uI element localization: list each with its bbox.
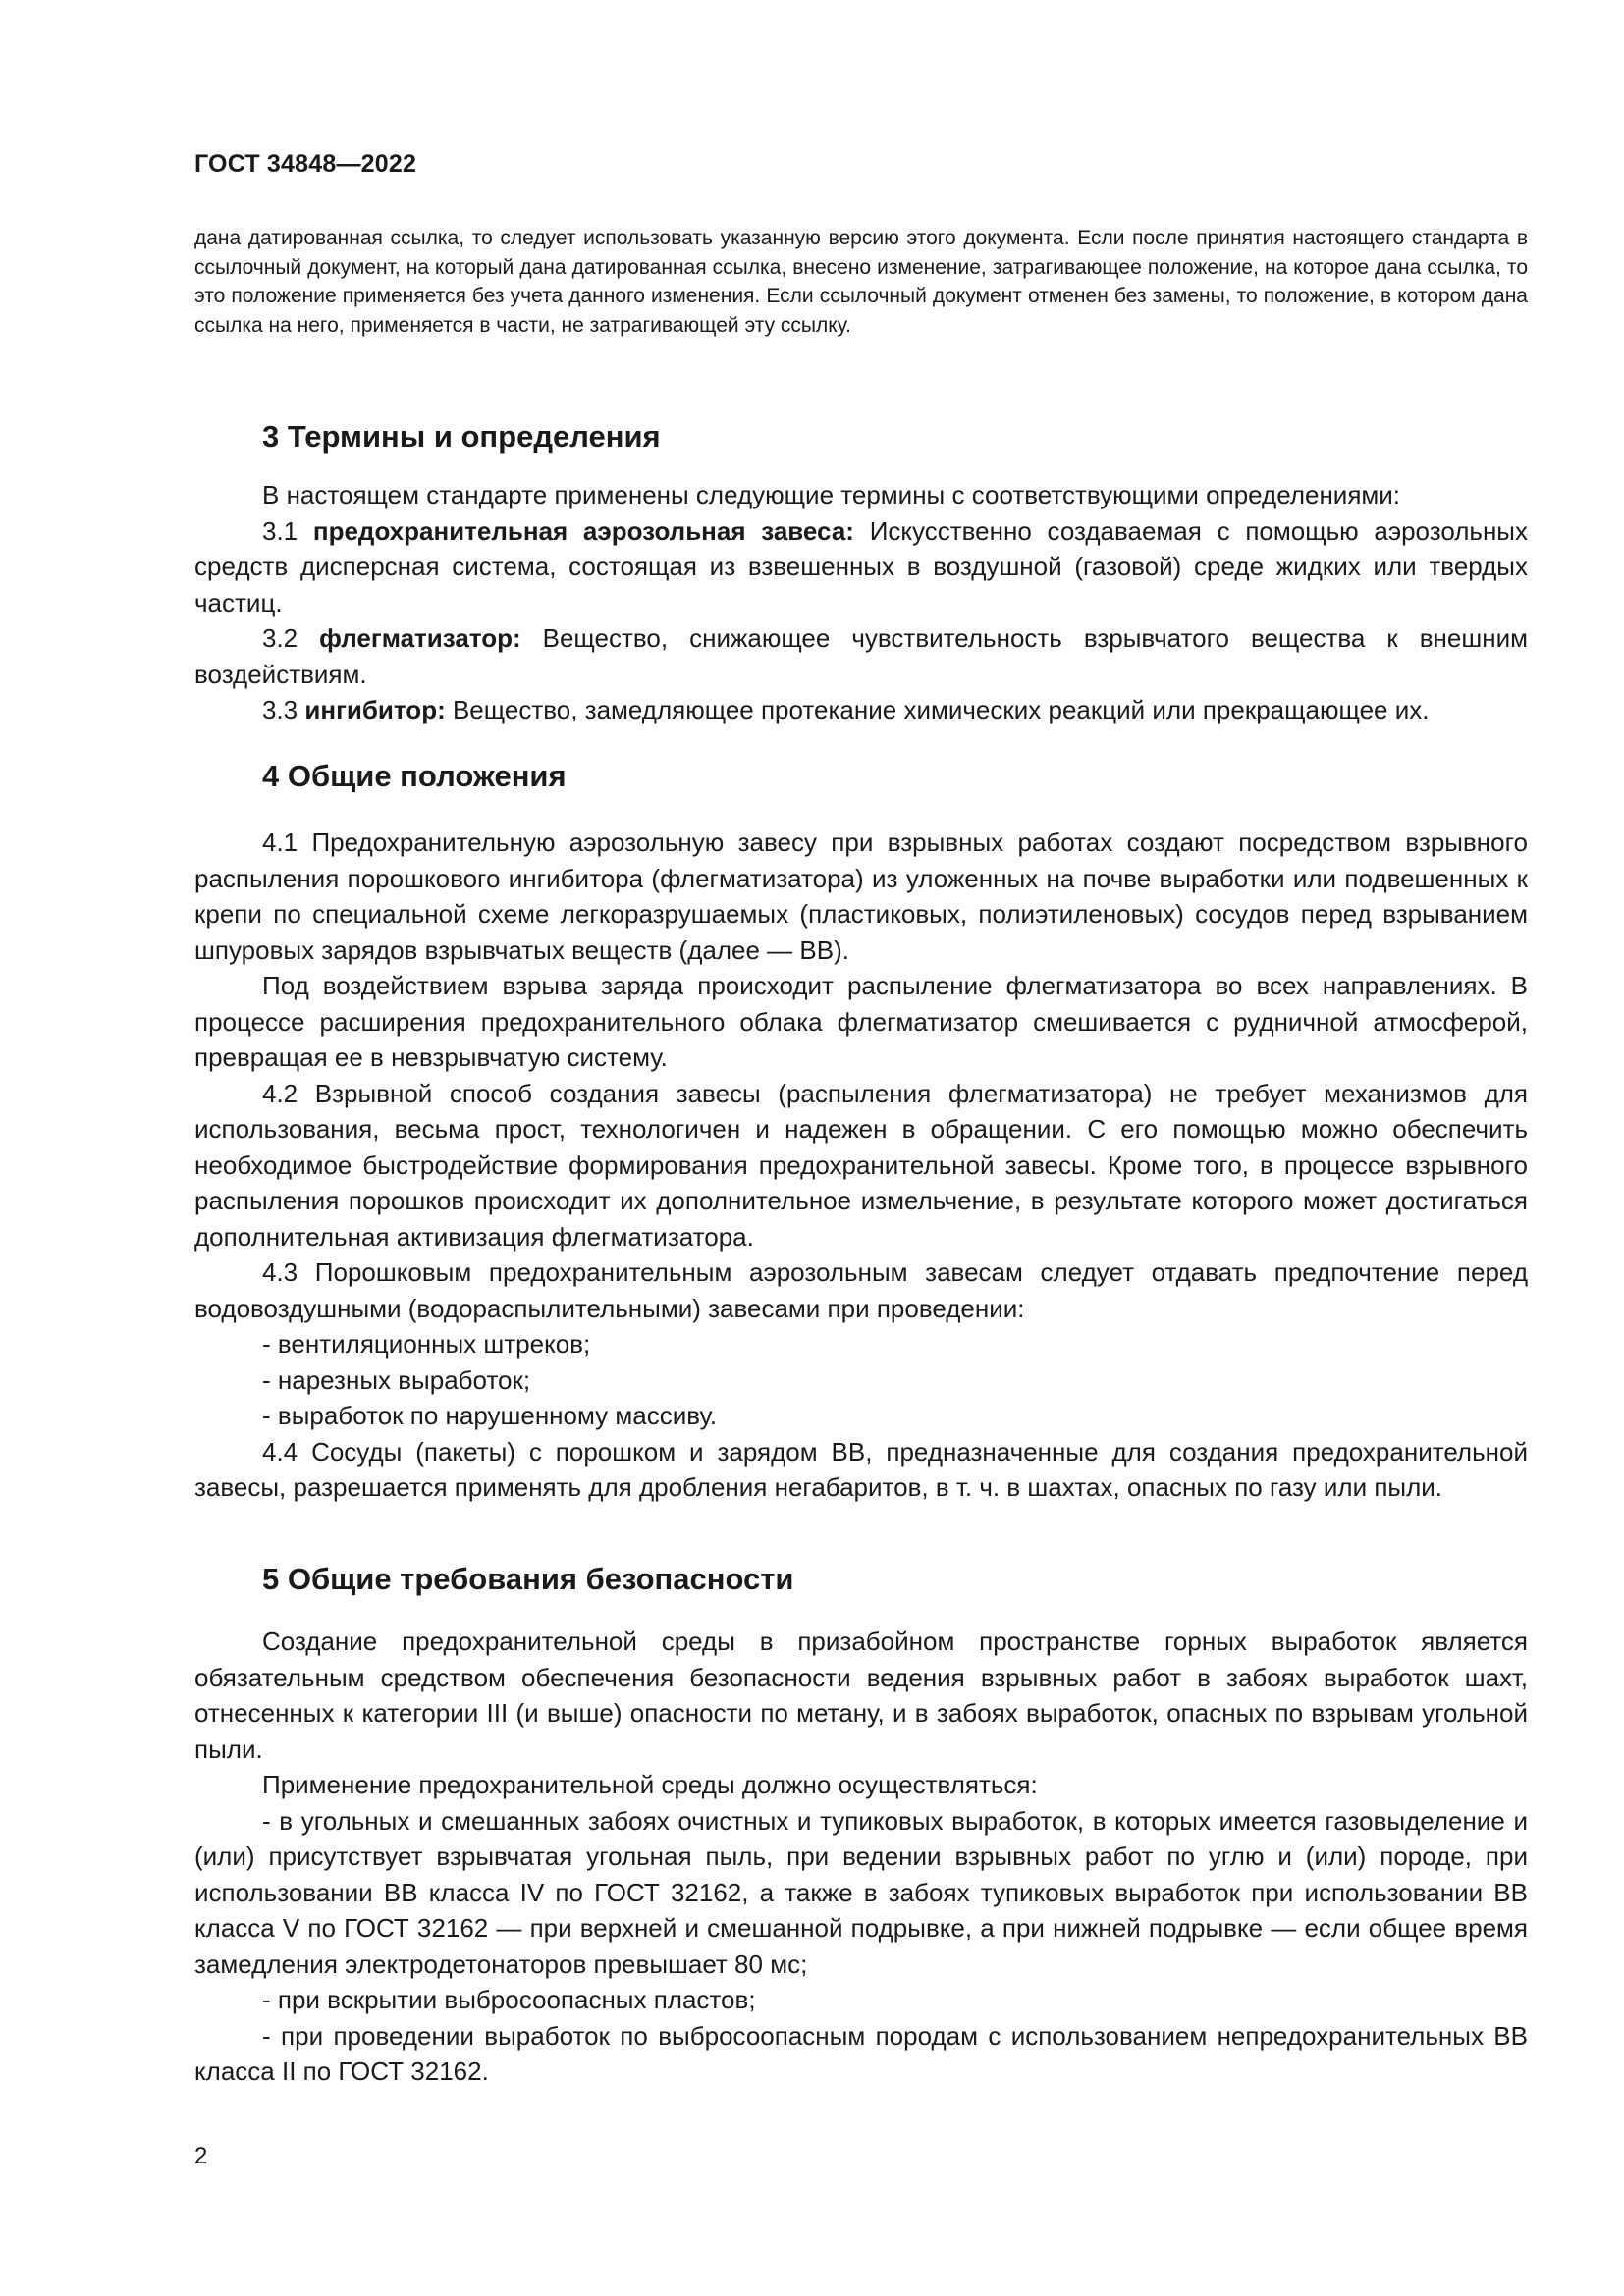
paragraph-4-3: 4.3 Порошковым предохранительным аэрозольным завесам следует отдавать предпочтение перед водовоздушными (водораспылительными) завесами при проведении: <box>194 1257 1528 1323</box>
paragraph-5-intro: Создание предохранительной среды в призабойном пространстве горных выработок является обязательным средством обеспечения безопасности ведения взрывных работ в забоях выработок шахт, отнесенных к категории III (и выше) опасности по метану, и в забоях выработок, опасных по взрывам угольной пыли. <box>194 1627 1528 1764</box>
term-number: 3.2 <box>262 623 320 653</box>
term-definition: Искусственно создаваемая с помощью аэрозольных средств дисперсная система, состоящая из взвешенных в воздушной (газовой) среде жидких или твердых частиц. <box>194 515 1528 617</box>
paragraph-4-4: 4.4 Сосуды (пакеты) с порошком и зарядом ВВ, предназначенные для создания предохранительной завесы, разрешается применять для дробления негабаритов, в т. ч. в шахтах, опасных по газу или пыли. <box>194 1436 1528 1502</box>
paragraph-4-1-cont: Под воздействием взрыва заряда происходит распыление флегматизатора во всех направлениях. В процессе расширения предохранительного облака флегматизатор смешивается с рудничной атмосферой, превращая ее в невзрывчатую систему. <box>194 971 1528 1072</box>
term-name: предохранительная аэрозольная завеса: <box>312 515 854 546</box>
section-3-lead: В настоящем стандарте применены следующие термины с соответствующими определениями: <box>262 480 1401 509</box>
section-3-heading: 3 Термины и определения <box>262 419 661 454</box>
paragraph-4-2: 4.2 Взрывной способ создания завесы (распыления флегматизатора) не требует механизмов для использования, весьма прост, технологичен и надежен в обращении. С его помощью можно обеспечить необходимое быстродействие формирования предохранительной завесы. Кроме того, в процессе взрывного распыления порошков происходит их дополнительное измельчение, в результате которого может достигаться дополнительная активизация флегматизатора. <box>194 1078 1528 1252</box>
term-definition: Вещество, снижающее чувствительность взрывчатого вещества к внешним воздействиям. <box>194 623 1528 689</box>
section-5 <box>194 1561 1528 2090</box>
term-number: 3.1 <box>262 515 313 546</box>
section-3 <box>194 418 1528 728</box>
term-3-3 <box>194 692 1528 728</box>
list-item: - вентиляционных штреков; <box>262 1329 591 1359</box>
term-name: ингибитор: <box>304 695 446 724</box>
page-number: 2 <box>194 2143 208 2169</box>
section-5-heading: 5 Общие требования безопасности <box>262 1562 794 1596</box>
list-item: - в угольных и смешанных забоях очистных и тупиковых выработок, в которых имеется газовыделение и (или) присутствует взрывчатая угольная пыль, при ведении взрывных работ по углю и (или) породе, при использовании ВВ класса IV по ГОСТ 32162, а также в забоях тупиковых выработок при использовании ВВ класса V по ГОСТ 32162 — при верхней и смешанной подрывке, а при нижней подрывке — если общее время замедления электродетонаторов превышает 80 мс; <box>194 1805 1528 1979</box>
term-3-2 <box>194 620 1528 692</box>
term-definition: Вещество, замедляющее протекание химических реакций или прекращающее их. <box>445 695 1430 724</box>
term-number: 3.3 <box>262 695 305 724</box>
paragraph-4-1: 4.1 Предохранительную аэрозольную завесу при взрывных работах создают посредством взрывного распыления порошкового ингибитора (флегматизатора) из уложенных на почве выработки или подвешенных к крепи по специальной схеме легкоразрушаемых (пластиковых, полиэтиленовых) сосудов перед взрыванием шпуровых зарядов взрывчатых веществ (далее — ВВ). <box>194 828 1528 965</box>
intro-paragraph <box>194 224 1528 340</box>
paragraph-5-lead: Применение предохранительной среды должно осуществляться: <box>262 1770 1038 1799</box>
intro-text: дана датированная ссылка, то следует использовать указанную версию этого документа. Если после принятия настоящего стандарта в ссылочный документ, на который дана датированная ссылка, внесено изменение, затрагивающее положение, на которое дана ссылка, то это положение применяется без учета данного изменения. Если ссылочный документ отменен без замены, то положение, в котором дана ссылка на него, применяется в части, не затрагивающей эту ссылку. <box>194 227 1528 337</box>
section-4 <box>194 758 1528 1506</box>
list-item: - выработок по нарушенному массиву. <box>262 1401 718 1430</box>
list-item: - при вскрытии выбросоопасных пластов; <box>262 1985 756 2014</box>
list-item: - нарезных выработок; <box>262 1364 531 1395</box>
term-name: флегматизатор: <box>319 623 521 653</box>
document-header: ГОСТ 34848—2022 <box>194 150 417 178</box>
list-item: - при проведении выработок по выбросоопасным породам с использованием непредохранительных ВВ класса II по ГОСТ 32162. <box>194 2020 1528 2086</box>
section-4-heading: 4 Общие положения <box>262 759 567 793</box>
term-3-1 <box>194 513 1528 621</box>
